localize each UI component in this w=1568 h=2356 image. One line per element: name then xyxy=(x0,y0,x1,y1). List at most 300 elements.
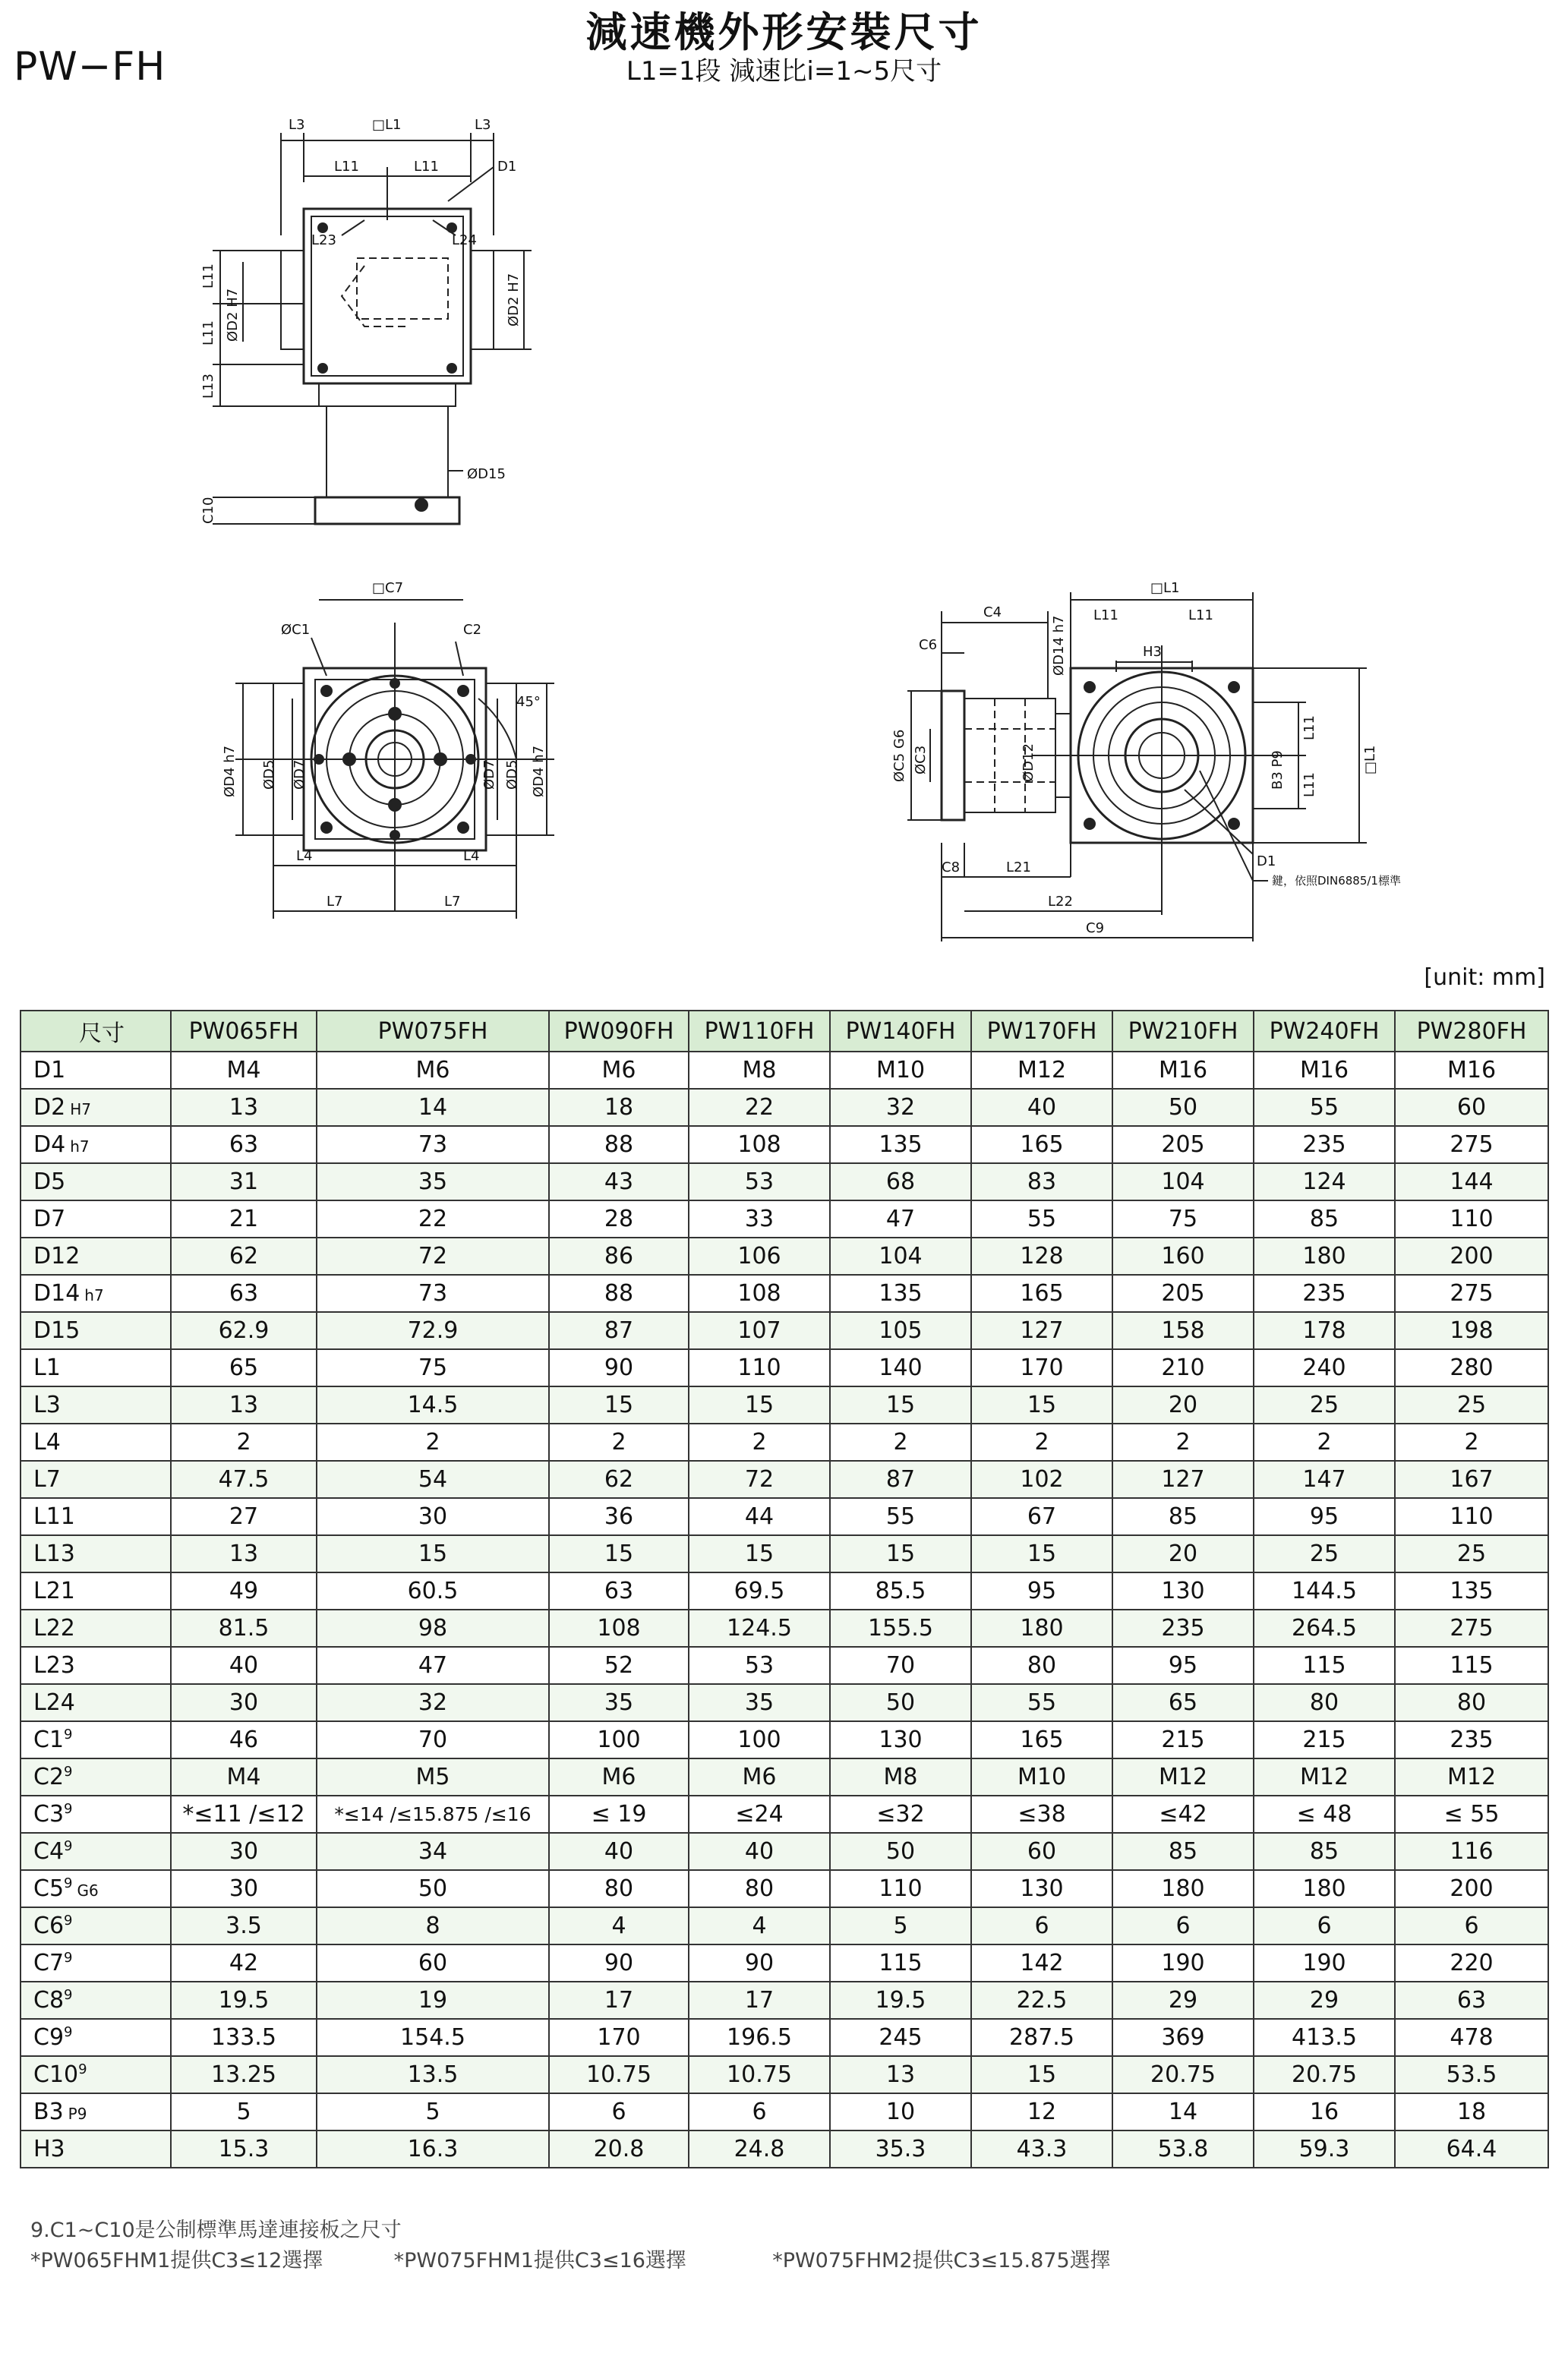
row-label xyxy=(21,1386,171,1424)
table-cell: 2 xyxy=(1254,1424,1395,1461)
table-cell: 4 xyxy=(689,1907,830,1944)
table-cell: 64.4 xyxy=(1395,2130,1548,2168)
table-cell: 30 xyxy=(171,1870,317,1907)
table-cell: 30 xyxy=(171,1833,317,1870)
table-cell: 275 xyxy=(1395,1126,1548,1163)
table-cell: M6 xyxy=(317,1052,549,1089)
table-row xyxy=(21,1684,1548,1721)
row-label-name: D12 xyxy=(33,1243,80,1269)
table-cell: ≤ 48 xyxy=(1254,1796,1395,1833)
table-cell: 32 xyxy=(317,1684,549,1721)
column-header-pw140fh: PW140FH xyxy=(830,1011,971,1052)
table-row xyxy=(21,1089,1548,1126)
label-C5: ØC5 G6 xyxy=(891,729,907,782)
table-cell: 10.75 xyxy=(689,2056,830,2093)
footnotes xyxy=(30,2216,1111,2276)
label-side-L1: □L1 xyxy=(1150,580,1180,596)
table-cell: 42 xyxy=(171,1944,317,1982)
table-cell: 30 xyxy=(171,1684,317,1721)
footnote-option-1: *PW065FHM1提供C3≤12選擇 xyxy=(30,2249,323,2272)
table-cell: 21 xyxy=(171,1200,317,1238)
footnote-metric: 9.C1~C10是公制標準馬達連接板之尺寸 xyxy=(30,2219,402,2242)
row-label xyxy=(21,1721,171,1758)
table-row xyxy=(21,1052,1548,1089)
table-cell: 95 xyxy=(1112,1647,1254,1684)
row-label-name: L3 xyxy=(33,1392,61,1418)
row-label xyxy=(21,1758,171,1796)
table-cell: 8 xyxy=(317,1907,549,1944)
table-row xyxy=(21,1275,1548,1312)
table-cell: 220 xyxy=(1395,1944,1548,1982)
table-cell: 75 xyxy=(317,1349,549,1386)
label-L22: L22 xyxy=(1048,894,1073,910)
row-label-name: C6 xyxy=(33,1913,65,1939)
table-cell: 80 xyxy=(1395,1684,1548,1721)
table-cell: 264.5 xyxy=(1254,1610,1395,1647)
label-C2: C2 xyxy=(463,622,482,638)
row-label-name: D5 xyxy=(33,1169,66,1195)
table-cell: 15.3 xyxy=(171,2130,317,2168)
table-cell: 87 xyxy=(830,1461,971,1498)
row-label xyxy=(21,1275,171,1312)
table-cell: 80 xyxy=(689,1870,830,1907)
table-cell: 6 xyxy=(549,2093,689,2130)
table-cell: 35 xyxy=(549,1684,689,1721)
label-C6: C6 xyxy=(919,637,938,653)
table-cell: 73 xyxy=(317,1275,549,1312)
table-cell: 180 xyxy=(1254,1870,1395,1907)
table-cell: M6 xyxy=(549,1758,689,1796)
table-cell: 52 xyxy=(549,1647,689,1684)
table-cell: 2 xyxy=(971,1424,1112,1461)
table-cell: 16 xyxy=(1254,2093,1395,2130)
table-cell: M12 xyxy=(1254,1758,1395,1796)
table-cell: 116 xyxy=(1395,1833,1548,1870)
table-cell: 50 xyxy=(830,1684,971,1721)
row-label-note: 9 xyxy=(64,1838,73,1854)
table-cell: 130 xyxy=(1112,1572,1254,1610)
table-cell: ≤32 xyxy=(830,1796,971,1833)
table-body xyxy=(21,1052,1548,2168)
table-cell: 235 xyxy=(1395,1721,1548,1758)
table-cell: 33 xyxy=(689,1200,830,1238)
table-cell: 13 xyxy=(830,2056,971,2093)
label-L1: □L1 xyxy=(372,117,402,133)
front-view-drawing xyxy=(159,577,645,934)
table-cell: 478 xyxy=(1395,2019,1548,2056)
row-label-tolerance: h7 xyxy=(84,1286,104,1304)
table-cell: 22 xyxy=(689,1089,830,1126)
row-label xyxy=(21,1200,171,1238)
label-C7: □C7 xyxy=(372,580,404,596)
table-cell: 105 xyxy=(830,1312,971,1349)
table-cell: 100 xyxy=(689,1721,830,1758)
row-label-name: C1 xyxy=(33,1727,65,1753)
table-row xyxy=(21,2093,1548,2130)
row-label-note: 9 xyxy=(64,1987,73,2003)
row-label xyxy=(21,1535,171,1572)
table-cell: 369 xyxy=(1112,2019,1254,2056)
table-row xyxy=(21,1386,1548,1424)
row-label xyxy=(21,1424,171,1461)
row-label-tolerance: H7 xyxy=(70,1100,91,1118)
table-cell: 19 xyxy=(317,1982,549,2019)
row-label-name: C7 xyxy=(33,1950,65,1976)
table-cell: 5 xyxy=(317,2093,549,2130)
table-cell: 4 xyxy=(549,1907,689,1944)
table-cell: 86 xyxy=(549,1238,689,1275)
table-cell: 167 xyxy=(1395,1461,1548,1498)
table-cell: 6 xyxy=(689,2093,830,2130)
table-row xyxy=(21,1163,1548,1200)
label-H3: H3 xyxy=(1143,644,1162,660)
table-cell: 235 xyxy=(1254,1126,1395,1163)
table-row xyxy=(21,1796,1548,1833)
table-cell: 60.5 xyxy=(317,1572,549,1610)
row-label xyxy=(21,1312,171,1349)
row-label xyxy=(21,1610,171,1647)
table-cell: 3.5 xyxy=(171,1907,317,1944)
table-cell: 210 xyxy=(1112,1349,1254,1386)
table-cell: 35 xyxy=(689,1684,830,1721)
row-label-name: C8 xyxy=(33,1987,65,2014)
table-cell: 53 xyxy=(689,1647,830,1684)
label-45deg: 45° xyxy=(516,694,541,710)
label-key-note: 鍵，依照DIN6885/1標準 xyxy=(1272,874,1401,888)
table-cell: 81.5 xyxy=(171,1610,317,1647)
table-cell: 14 xyxy=(1112,2093,1254,2130)
table-cell: 25 xyxy=(1254,1386,1395,1424)
table-cell: M6 xyxy=(549,1052,689,1089)
table-cell: 200 xyxy=(1395,1238,1548,1275)
table-cell: 80 xyxy=(1254,1684,1395,1721)
table-cell: ≤24 xyxy=(689,1796,830,1833)
page-subtitle: L1=1段 減速比i=1~5尺寸 xyxy=(626,56,942,87)
table-cell: 2 xyxy=(830,1424,971,1461)
table-row xyxy=(21,1721,1548,1758)
table-cell: 6 xyxy=(971,1907,1112,1944)
row-label-note: 9 xyxy=(64,1727,73,1743)
table-cell: 68 xyxy=(830,1163,971,1200)
table-cell: 25 xyxy=(1395,1535,1548,1572)
table-cell: 90 xyxy=(549,1944,689,1982)
table-cell: 53.5 xyxy=(1395,2056,1548,2093)
table-cell: 108 xyxy=(689,1126,830,1163)
table-row xyxy=(21,1535,1548,1572)
table-cell: M8 xyxy=(830,1758,971,1796)
table-cell: 75 xyxy=(1112,1200,1254,1238)
model-code: PW−FH xyxy=(14,44,166,90)
table-cell: M10 xyxy=(971,1758,1112,1796)
label-C10: C10 xyxy=(200,497,216,524)
table-cell: 158 xyxy=(1112,1312,1254,1349)
table-cell: 83 xyxy=(971,1163,1112,1200)
label-D7-left: ØD7 xyxy=(292,759,308,790)
label-L7-right: L7 xyxy=(444,894,461,910)
table-cell: 95 xyxy=(1254,1498,1395,1535)
table-cell: 413.5 xyxy=(1254,2019,1395,2056)
label-C8: C8 xyxy=(942,859,961,875)
label-D1: D1 xyxy=(497,159,517,175)
table-cell: 18 xyxy=(1395,2093,1548,2130)
table-cell: 110 xyxy=(689,1349,830,1386)
table-row xyxy=(21,2130,1548,2168)
label-D12: ØD12 xyxy=(1021,743,1036,782)
table-cell: 20 xyxy=(1112,1386,1254,1424)
table-cell: 115 xyxy=(830,1944,971,1982)
table-cell: 35.3 xyxy=(830,2130,971,2168)
table-row xyxy=(21,1870,1548,1907)
table-cell: 155.5 xyxy=(830,1610,971,1647)
row-label xyxy=(21,1647,171,1684)
table-cell: 144.5 xyxy=(1254,1572,1395,1610)
table-cell: 35 xyxy=(317,1163,549,1200)
row-label xyxy=(21,1126,171,1163)
row-label xyxy=(21,2056,171,2093)
row-label xyxy=(21,1572,171,1610)
table-row xyxy=(21,1498,1548,1535)
table-cell: 47 xyxy=(830,1200,971,1238)
table-cell: 13 xyxy=(171,1089,317,1126)
label-C4: C4 xyxy=(983,604,1002,620)
table-cell: 2 xyxy=(689,1424,830,1461)
row-label-name: L4 xyxy=(33,1429,61,1456)
top-view-drawing xyxy=(190,114,585,539)
table-cell: 80 xyxy=(549,1870,689,1907)
label-L24: L24 xyxy=(452,232,477,248)
table-header-row xyxy=(21,1011,1548,1052)
table-cell: 72.9 xyxy=(317,1312,549,1349)
table-row xyxy=(21,1572,1548,1610)
label-L11-a: L11 xyxy=(334,159,359,175)
table-cell: 20.8 xyxy=(549,2130,689,2168)
row-label xyxy=(21,1238,171,1275)
table-cell: 53 xyxy=(689,1163,830,1200)
row-label-tolerance: G6 xyxy=(77,1881,99,1900)
label-C3: ØC3 xyxy=(913,745,929,774)
row-label xyxy=(21,1870,171,1907)
label-side-L11-c: L11 xyxy=(1301,715,1317,740)
table-cell: 180 xyxy=(1112,1870,1254,1907)
row-label xyxy=(21,1349,171,1386)
row-label xyxy=(21,1163,171,1200)
table-cell: 34 xyxy=(317,1833,549,1870)
table-cell: 25 xyxy=(1254,1535,1395,1572)
row-label xyxy=(21,2093,171,2130)
table-cell: ≤38 xyxy=(971,1796,1112,1833)
table-cell: M12 xyxy=(1112,1758,1254,1796)
row-label-tolerance: P9 xyxy=(68,2105,87,2123)
table-cell: 85 xyxy=(1112,1833,1254,1870)
row-label-name: L23 xyxy=(33,1652,75,1679)
table-cell: 15 xyxy=(830,1386,971,1424)
row-label-name: C9 xyxy=(33,2024,65,2051)
label-D14: ØD14 h7 xyxy=(1051,615,1067,676)
table-cell: 72 xyxy=(317,1238,549,1275)
table-cell: 5 xyxy=(830,1907,971,1944)
table-cell: *≤11 /≤12 xyxy=(171,1796,317,1833)
table-cell: 15 xyxy=(971,1535,1112,1572)
label-L21: L21 xyxy=(1006,859,1031,875)
table-cell: 18 xyxy=(549,1089,689,1126)
table-cell: 17 xyxy=(549,1982,689,2019)
table-cell: 32 xyxy=(830,1089,971,1126)
row-label-name: D7 xyxy=(33,1206,66,1232)
table-cell: 180 xyxy=(971,1610,1112,1647)
row-label xyxy=(21,1796,171,1833)
table-cell: 59.3 xyxy=(1254,2130,1395,2168)
table-cell: 10.75 xyxy=(549,2056,689,2093)
table-cell: 22.5 xyxy=(971,1982,1112,2019)
row-label-note: 9 xyxy=(78,2061,87,2077)
table-cell: ≤42 xyxy=(1112,1796,1254,1833)
table-cell: M8 xyxy=(689,1052,830,1089)
column-header-pw280fh: PW280FH xyxy=(1395,1011,1548,1052)
row-label xyxy=(21,1833,171,1870)
label-D4-left: ØD4 h7 xyxy=(222,745,238,797)
table-cell: 13.25 xyxy=(171,2056,317,2093)
row-label-note: 9 xyxy=(64,1875,73,1891)
table-cell: 2 xyxy=(1395,1424,1548,1461)
footnote-options xyxy=(30,2246,1111,2276)
table-cell: 6 xyxy=(1254,1907,1395,1944)
table-cell: 44 xyxy=(689,1498,830,1535)
table-cell: 170 xyxy=(971,1349,1112,1386)
table-cell: 40 xyxy=(971,1089,1112,1126)
row-label-name: L13 xyxy=(33,1541,75,1567)
page-title: 減速機外形安裝尺寸 xyxy=(585,8,983,56)
row-label-note: 9 xyxy=(64,1801,73,1817)
table-cell: 55 xyxy=(971,1200,1112,1238)
table-cell: 13 xyxy=(171,1386,317,1424)
label-L13: L13 xyxy=(200,374,216,399)
table-cell: 130 xyxy=(830,1721,971,1758)
table-cell: ≤ 19 xyxy=(549,1796,689,1833)
table-cell: 15 xyxy=(317,1535,549,1572)
table-cell: 29 xyxy=(1254,1982,1395,2019)
table-cell: 13.5 xyxy=(317,2056,549,2093)
table-cell: 17 xyxy=(689,1982,830,2019)
table-cell: 14 xyxy=(317,1089,549,1126)
table-cell: 90 xyxy=(689,1944,830,1982)
label-L3-left: L3 xyxy=(289,117,305,133)
table-cell: 127 xyxy=(1112,1461,1254,1498)
table-row xyxy=(21,1200,1548,1238)
table-cell: 180 xyxy=(1254,1238,1395,1275)
row-label-name: D2 xyxy=(33,1094,66,1121)
table-row xyxy=(21,1424,1548,1461)
table-row xyxy=(21,1833,1548,1870)
table-cell: 13 xyxy=(171,1535,317,1572)
table-row xyxy=(21,2019,1548,2056)
row-label-name: C5 xyxy=(33,1875,65,1902)
table-cell: 235 xyxy=(1254,1275,1395,1312)
dimension-table xyxy=(20,1010,1549,2168)
table-cell: 20.75 xyxy=(1254,2056,1395,2093)
table-cell: 14.5 xyxy=(317,1386,549,1424)
table-cell: 160 xyxy=(1112,1238,1254,1275)
table-cell: 198 xyxy=(1395,1312,1548,1349)
table-cell: 287.5 xyxy=(971,2019,1112,2056)
table-cell: 2 xyxy=(317,1424,549,1461)
table-cell: 104 xyxy=(1112,1163,1254,1200)
row-label xyxy=(21,1907,171,1944)
table-cell: 16.3 xyxy=(317,2130,549,2168)
row-label xyxy=(21,1982,171,2019)
table-cell: 110 xyxy=(1395,1200,1548,1238)
table-cell: 135 xyxy=(830,1275,971,1312)
table-cell: 46 xyxy=(171,1721,317,1758)
label-L4-right: L4 xyxy=(463,848,480,864)
table-cell: 62 xyxy=(171,1238,317,1275)
row-label-note: 9 xyxy=(64,1764,73,1780)
row-label-name: D4 xyxy=(33,1131,66,1158)
table-cell: 40 xyxy=(689,1833,830,1870)
column-header-pw170fh: PW170FH xyxy=(971,1011,1112,1052)
label-C1: ØC1 xyxy=(281,622,311,638)
table-cell: 67 xyxy=(971,1498,1112,1535)
label-D2-right: ØD2 H7 xyxy=(506,273,522,326)
label-D2-left: ØD2 H7 xyxy=(225,288,241,342)
table-cell: 88 xyxy=(549,1126,689,1163)
table-row xyxy=(21,1126,1548,1163)
table-cell: 6 xyxy=(1112,1907,1254,1944)
label-side-D1: D1 xyxy=(1257,853,1276,869)
table-cell: 90 xyxy=(549,1349,689,1386)
table-cell: 110 xyxy=(1395,1498,1548,1535)
column-header-pw075fh: PW075FH xyxy=(317,1011,549,1052)
table-cell: 70 xyxy=(830,1647,971,1684)
table-cell: 100 xyxy=(549,1721,689,1758)
table-cell: 280 xyxy=(1395,1349,1548,1386)
table-cell: 108 xyxy=(549,1610,689,1647)
row-label-name: H3 xyxy=(33,2136,65,2162)
table-cell: 115 xyxy=(1254,1647,1395,1684)
table-cell: M4 xyxy=(171,1758,317,1796)
table-cell: 47 xyxy=(317,1647,549,1684)
row-label xyxy=(21,1052,171,1089)
table-cell: 5 xyxy=(171,2093,317,2130)
table-row xyxy=(21,1238,1548,1275)
table-cell: 63 xyxy=(171,1275,317,1312)
table-cell: 31 xyxy=(171,1163,317,1200)
row-label-name: L7 xyxy=(33,1466,61,1493)
row-label-name: C10 xyxy=(33,2061,79,2088)
table-row xyxy=(21,1758,1548,1796)
table-cell: 85.5 xyxy=(830,1572,971,1610)
row-label-tolerance: h7 xyxy=(70,1137,90,1156)
row-label-name: L24 xyxy=(33,1689,75,1716)
table-cell: 15 xyxy=(549,1535,689,1572)
unit-label: [unit: mm] xyxy=(1424,964,1545,991)
table-cell: 6 xyxy=(1395,1907,1548,1944)
table-cell: 85 xyxy=(1112,1498,1254,1535)
table-cell: 62.9 xyxy=(171,1312,317,1349)
table-cell: 130 xyxy=(971,1870,1112,1907)
table-cell: 88 xyxy=(549,1275,689,1312)
table-cell: 15 xyxy=(830,1535,971,1572)
table-cell: 196.5 xyxy=(689,2019,830,2056)
table-cell: 2 xyxy=(171,1424,317,1461)
table-cell: 104 xyxy=(830,1238,971,1275)
table-cell: 60 xyxy=(971,1833,1112,1870)
table-cell: 36 xyxy=(549,1498,689,1535)
table-row xyxy=(21,2056,1548,2093)
table-cell: 108 xyxy=(689,1275,830,1312)
table-cell: 29 xyxy=(1112,1982,1254,2019)
table-cell: M5 xyxy=(317,1758,549,1796)
table-cell: 98 xyxy=(317,1610,549,1647)
